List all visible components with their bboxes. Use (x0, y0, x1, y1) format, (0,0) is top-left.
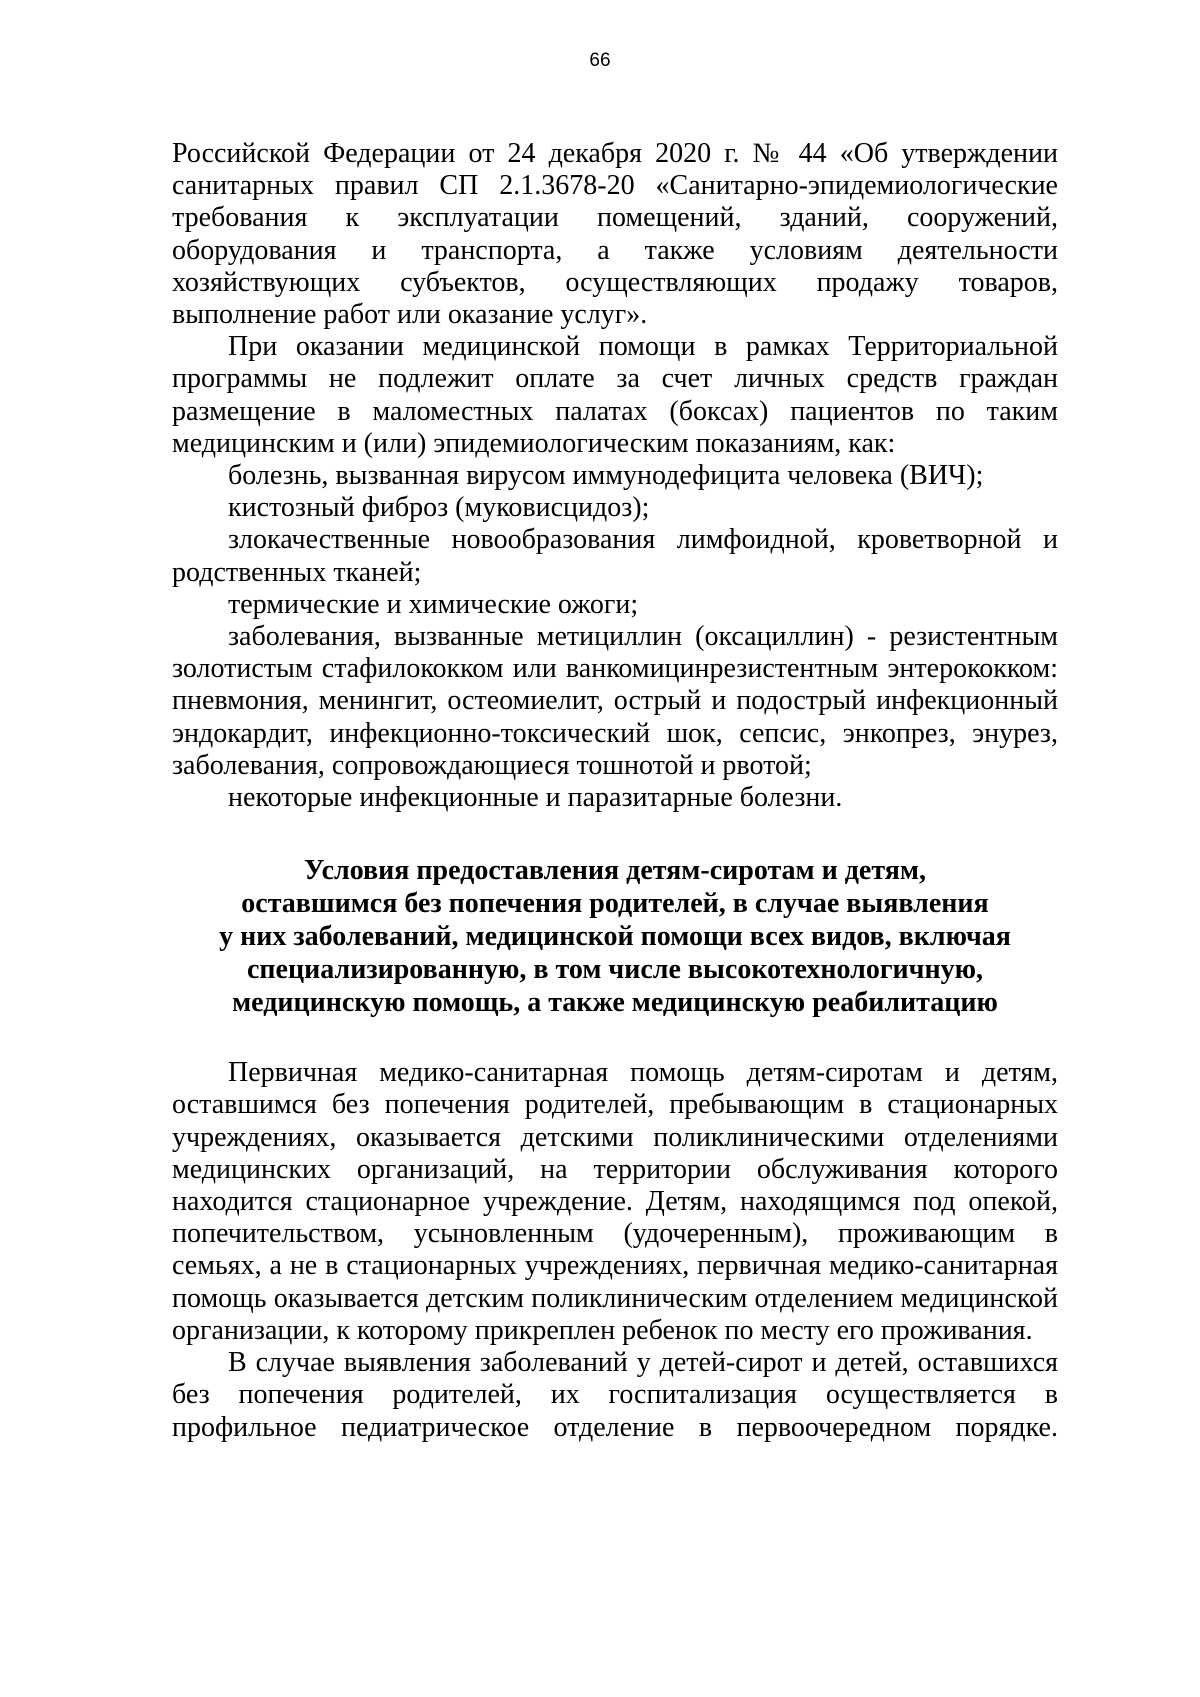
list-item: болезнь, вызванная вирусом иммунодефицита человека (ВИЧ); (228, 460, 984, 492)
list-item: некоторые инфекционные и паразитарные болезни. (228, 782, 843, 814)
section-heading-line: Условия предоставления детям-сиротам и детям, (304, 855, 926, 887)
list-item: злокачественные новообразования лимфоидной, кроветворной и родственных тканей; (172, 524, 1058, 588)
intro-paragraph: Российской Федерации от 24 декабря 2020 г. № 44 «Об утверждении санитарных правил СП 2.1.3678-20 «Санитарно-эпидемиологические требования к эксплуатации помещений, зданий, сооружений, оборудования и транспорта, а также условиям деятельности хозяйствующих субъектов, осуществляющих продажу товаров, выполнение работ или оказание услуг». (172, 138, 1058, 331)
paragraph-hospitalization: В случае выявления заболеваний у детей-сирот и детей, оставшихся без попечения родителей, их госпитализация осуществляется в профильное педиатрическое отделение в первоочередном порядке. (172, 1347, 1058, 1443)
list-item: заболевания, вызванные метициллин (оксациллин) - резистентным золотистым стафилококком или ванкомицинрезистентным энтерококком: пневмония, менингит, остеомиелит, острый и подострый инфекционный эндокардит, инфекционно-токсический шок, сепсис, энкопрез, энурез, заболевания, сопровождающиеся тошнотой и рвотой; (172, 621, 1058, 781)
list-item: кистозный фиброз (муковисцидоз); (228, 492, 650, 524)
section-heading-line: медицинскую помощь, а также медицинскую реабилитацию (232, 987, 998, 1019)
section-heading (172, 854, 1058, 1019)
section-heading-line: у них заболеваний, медицинской помощи всех видов, включая (219, 921, 1011, 953)
paragraph-territorial-program: При оказании медицинской помощи в рамках Территориальной программы не подлежит оплате за счет личных средств граждан размещение в маломестных палатах (боксах) пациентов по таким медицинским и (или) эпидемиологическим показаниям, как: (172, 331, 1058, 459)
list-item: термические и химические ожоги; (228, 588, 639, 620)
section-heading-line: специализированную, в том числе высокотехнологичную, (247, 954, 983, 986)
section-heading-line: оставшимся без попечения родителей, в случае выявления (241, 888, 989, 920)
page-number: 66 (589, 50, 611, 71)
paragraph-primary-care: Первичная медико-санитарная помощь детям-сиротам и детям, оставшимся без попечения родителей, пребывающим в стационарных учреждениях, оказывается детскими поликлиническими отделениями медицинских организаций, на территории обслуживания которого находится стационарное учреждение. Детям, находящимся под опекой, попечительством, усыновленным (удочеренным), проживающим в семьях, а не в стационарных учреждениях, первичная медико-санитарная помощь оказывается детским поликлиническим отделением медицинской организации, к которому прикреплен ребенок по месту его проживания. (172, 1057, 1058, 1346)
document-body (172, 138, 1058, 1444)
